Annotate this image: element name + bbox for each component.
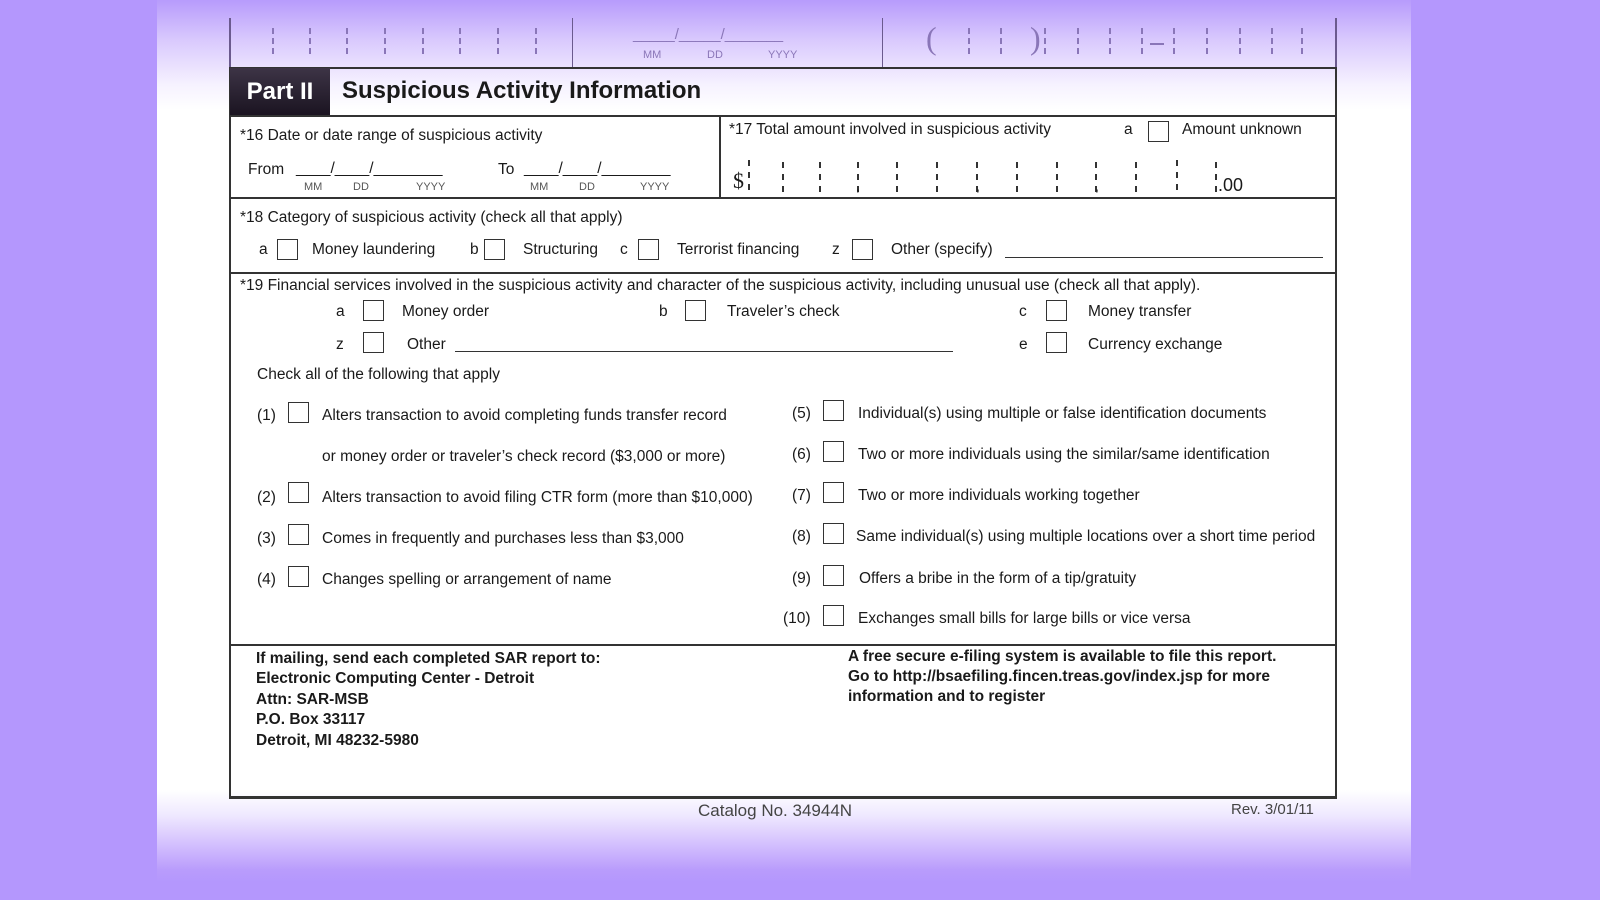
characteristic-2-checkbox[interactable] — [288, 482, 309, 503]
q16-from-date-input[interactable]: ____/____/________ — [296, 160, 443, 177]
characteristic-3-checkbox[interactable] — [288, 524, 309, 545]
characteristic-label: Same individual(s) using multiple locations over a short time period — [856, 528, 1316, 545]
option-letter: c — [1019, 303, 1027, 320]
other-service-checkbox[interactable] — [363, 332, 384, 353]
option-letter: c — [620, 241, 628, 258]
part-title: Suspicious Activity Information — [342, 77, 702, 104]
mm-label: MM — [304, 181, 323, 193]
mailing-line: Detroit, MI 48232-5980 — [256, 732, 419, 749]
currency-exchange-checkbox[interactable] — [1046, 332, 1067, 353]
characteristic-10-checkbox[interactable] — [823, 605, 844, 626]
item-number: (3) — [257, 530, 276, 547]
characteristic-label: Alters transaction to avoid completing funds transfer record — [322, 407, 727, 424]
terrorist-financing-checkbox[interactable] — [638, 239, 659, 260]
option-letter: e — [1019, 336, 1028, 353]
form-left-border — [229, 67, 231, 798]
option-label: Currency exchange — [1088, 336, 1223, 353]
option-label: Money order — [402, 303, 490, 320]
structuring-checkbox[interactable] — [484, 239, 505, 260]
option-label: Traveler’s check — [727, 303, 840, 320]
money-transfer-checkbox[interactable] — [1046, 300, 1067, 321]
item-number: (9) — [792, 570, 811, 587]
option-letter: a — [259, 241, 268, 258]
characteristic-label: Offers a bribe in the form of a tip/gratuity — [859, 570, 1137, 587]
q16-to-label: To — [498, 161, 515, 178]
option-label: Other — [407, 336, 446, 353]
option-label: Other (specify) — [891, 241, 993, 258]
characteristic-label: Changes spelling or arrangement of name — [322, 571, 612, 588]
yyyy-label: YYYY — [768, 49, 798, 61]
item-number: (6) — [792, 446, 811, 463]
characteristic-9-checkbox[interactable] — [823, 565, 844, 586]
other-category-checkbox[interactable] — [852, 239, 873, 260]
characteristic-7-checkbox[interactable] — [823, 482, 844, 503]
dd-label: DD — [353, 181, 369, 193]
dd-label: DD — [579, 181, 595, 193]
characteristic-label: Two or more individuals using the similar/same identification — [858, 446, 1270, 463]
option-label: Money laundering — [312, 241, 436, 258]
amount-unknown-checkbox[interactable] — [1148, 121, 1169, 142]
item-number: (4) — [257, 571, 276, 588]
characteristic-label: Individual(s) using multiple or false identification documents — [858, 405, 1267, 422]
mm-label: MM — [530, 181, 549, 193]
characteristic-1-checkbox[interactable] — [288, 402, 309, 423]
mm-label: MM — [643, 49, 662, 61]
part-label: Part II — [230, 68, 330, 116]
divider — [229, 115, 1337, 117]
top-strip-divider — [572, 18, 573, 68]
option-label: Terrorist financing — [677, 241, 800, 258]
item-number: (7) — [792, 487, 811, 504]
q16-label: *16 Date or date range of suspicious activity — [240, 127, 543, 144]
top-strip-left-border — [229, 18, 231, 68]
q17-label: *17 Total amount involved in suspicious activity — [729, 121, 1051, 138]
divider — [229, 272, 1337, 274]
characteristic-label: or money order or traveler’s check record ($3,000 or more) — [322, 448, 726, 465]
characteristic-5-checkbox[interactable] — [823, 400, 844, 421]
q18-label: *18 Category of suspicious activity (check all that apply) — [240, 209, 623, 226]
yyyy-label: YYYY — [640, 181, 670, 193]
check-all-label: Check all of the following that apply — [257, 366, 500, 383]
option-letter: z — [336, 336, 344, 353]
characteristic-4-checkbox[interactable] — [288, 566, 309, 587]
item-number: (8) — [792, 528, 811, 545]
option-letter: z — [832, 241, 840, 258]
dd-label: DD — [707, 49, 723, 61]
dollar-sign: $ — [733, 168, 744, 193]
item-number: (10) — [783, 610, 811, 627]
cents-label: .00 — [1218, 175, 1244, 195]
form-right-border — [1335, 67, 1337, 798]
top-strip-right-border — [1335, 18, 1337, 68]
item-number: (1) — [257, 407, 276, 424]
money-order-checkbox[interactable] — [363, 300, 384, 321]
characteristic-label: Alters transaction to avoid filing CTR form (more than $10,000) — [322, 489, 753, 506]
travelers-check-checkbox[interactable] — [685, 300, 706, 321]
mailing-line: P.O. Box 33117 — [256, 711, 366, 728]
item-number: (5) — [792, 405, 811, 422]
characteristic-6-checkbox[interactable] — [823, 441, 844, 462]
mailing-line: If mailing, send each completed SAR report to: — [256, 650, 601, 667]
mailing-line: Attn: SAR-MSB — [256, 691, 369, 708]
divider — [229, 197, 1337, 199]
top-strip-divider — [882, 18, 883, 68]
characteristic-label: Comes in frequently and purchases less than $3,000 — [322, 530, 684, 547]
characteristic-label: Two or more individuals working together — [858, 487, 1140, 504]
divider — [719, 115, 721, 199]
catalog-number: Catalog No. 34944N — [698, 801, 853, 820]
q16-to-date-input[interactable]: ____/____/________ — [524, 160, 671, 177]
form-bottom-border — [229, 796, 1337, 799]
efiling-line: A free secure e-filing system is available to file this report. — [848, 648, 1277, 665]
q16-from-label: From — [248, 161, 285, 178]
other-service-input[interactable] — [455, 351, 953, 352]
mailing-line: Electronic Computing Center - Detroit — [256, 670, 535, 687]
divider — [229, 644, 1337, 646]
option-letter: b — [470, 241, 479, 258]
money-laundering-checkbox[interactable] — [277, 239, 298, 260]
revision-date: Rev. 3/01/11 — [1231, 801, 1314, 818]
efiling-line: information and to register — [848, 688, 1046, 705]
characteristic-label: Exchanges small bills for large bills or vice versa — [858, 610, 1191, 627]
amount-unknown-label: Amount unknown — [1182, 121, 1302, 138]
other-specify-input[interactable] — [1005, 257, 1323, 258]
option-letter: b — [659, 303, 668, 320]
q17-unknown-letter: a — [1124, 121, 1133, 138]
option-letter: a — [336, 303, 345, 320]
option-label: Money transfer — [1088, 303, 1192, 320]
item-number: (2) — [257, 489, 276, 506]
q19-label: *19 Financial services involved in the suspicious activity and character of the suspicious activity, including unusual use (check all that apply). — [240, 277, 1201, 294]
option-label: Structuring — [523, 241, 598, 258]
yyyy-label: YYYY — [416, 181, 446, 193]
efiling-link[interactable]: Go to http://bsaefiling.fincen.treas.gov/index.jsp for more — [848, 668, 1270, 685]
characteristic-8-checkbox[interactable] — [823, 523, 844, 544]
divider — [229, 67, 1337, 69]
